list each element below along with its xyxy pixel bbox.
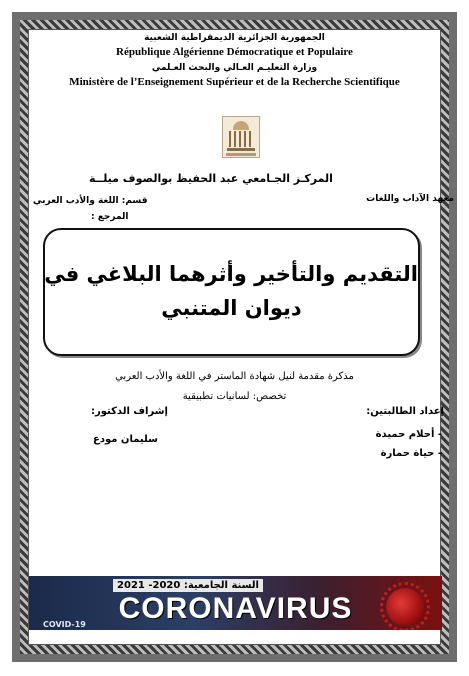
student-name-2: - حياة حمارة <box>380 448 442 459</box>
degree-statement: مذكرة مقدمة لنيل شهادة الماستر في اللغة والأدب العربي <box>115 371 354 382</box>
students-label: إعداد الطالبتين: <box>366 406 444 417</box>
supervisor-name: سليمان مودع <box>93 434 158 445</box>
academic-year: السنة الجامعية: 2020- 2021 <box>113 579 263 592</box>
ministry-arabic: وزارة التعليـم العـالي والبحث العـلمي <box>151 63 318 73</box>
cover-page <box>28 29 454 645</box>
thesis-title-line2: ديوان المتنبي <box>161 296 302 320</box>
institute-name: معهد الآداب واللغات <box>366 194 454 204</box>
department-name: قسم: اللغة والأدب العربي <box>33 196 148 206</box>
coronavirus-banner <box>29 576 442 630</box>
university-center: المركـز الجـامعي عبد الحفيظ بوالصوف ميلــة <box>89 172 333 185</box>
reference-label: المرجع : <box>91 212 129 222</box>
republic-french: République Algérienne Démocratique et Populaire <box>116 46 353 58</box>
banner-subtitle: COVID-19 <box>43 620 86 629</box>
banner-title: CORONAVIRUS <box>118 592 353 625</box>
supervisor-label: إشراف الدكتور: <box>91 406 168 417</box>
specialization: تخصص: لسانيات تطبيقية <box>182 391 287 402</box>
ministry-french: Ministère de l’Enseignement Supérieur et de la Recherche Scientifique <box>69 76 400 88</box>
thesis-title-line1: التقديم والتأخير وأثرهما البلاغي في <box>44 262 418 286</box>
student-name-1: - أحلام حميدة <box>375 429 442 440</box>
university-logo-icon <box>222 116 260 158</box>
republic-arabic: الجمهورية الجزائرية الديمقراطية الشعبية <box>144 33 325 43</box>
title-box <box>43 228 420 356</box>
